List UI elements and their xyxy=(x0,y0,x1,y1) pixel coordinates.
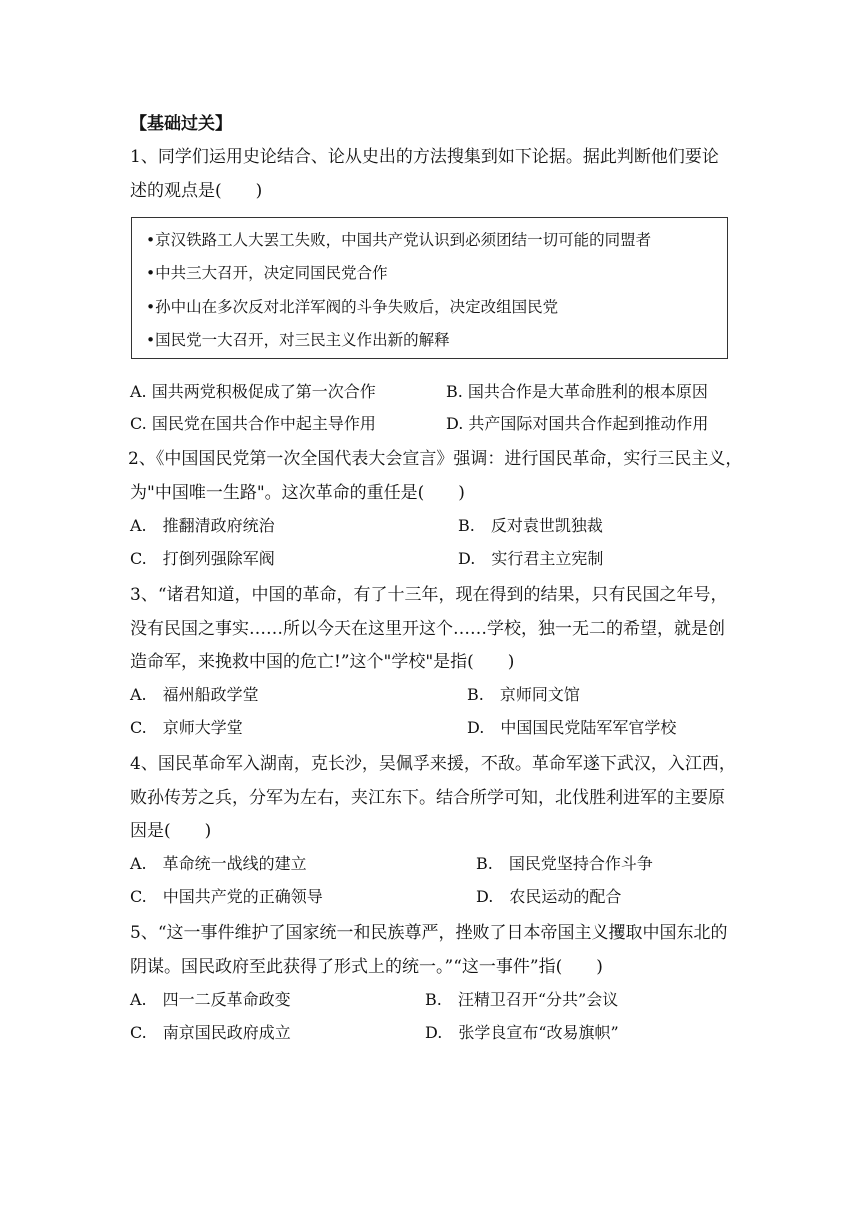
q4-option-a: A. 革命统一战线的建立 xyxy=(130,854,307,873)
evidence-box xyxy=(131,217,728,359)
section-title: 【基础过关】 xyxy=(130,114,232,134)
q4-option-b: B. 国民党坚持合作斗争 xyxy=(476,854,653,873)
q5-option-c: C. 南京国民政府成立 xyxy=(130,1023,291,1042)
q2-option-a: A. 推翻清政府统治 xyxy=(130,516,275,535)
question-2-text-line-2: 为"中国唯一生路"。这次革命的重任是( ) xyxy=(130,483,465,503)
question-4-text-line-1: 4、国民革命军入湖南，克长沙，吴佩孚来援，不敌。革命军遂下武汉，入江西， xyxy=(130,754,736,774)
q4-option-d: D. 农民运动的配合 xyxy=(476,887,622,906)
question-5-text-line-2: 阴谋。国民政府至此获得了形式上的统一。”“这一事件”指( ) xyxy=(130,957,603,977)
q3-option-a: A. 福州船政学堂 xyxy=(130,685,259,704)
q5-option-a: A. 四一二反革命政变 xyxy=(130,990,291,1009)
q3-option-c: C. 京师大学堂 xyxy=(130,718,243,737)
question-5-text-line-1: 5、“这一事件维护了国家统一和民族尊严，挫败了日本帝国主义攫取中国东北的 xyxy=(130,923,728,943)
q1-option-d: D. 共产国际对国共合作起到推动作用 xyxy=(446,414,709,433)
q2-option-d: D. 实行君主立宪制 xyxy=(458,549,604,568)
q1-option-b: B. 国共合作是大革命胜利的根本原因 xyxy=(446,382,708,401)
q3-option-d: D. 中国国民党陆军军官学校 xyxy=(467,718,677,737)
q4-option-c: C. 中国共产党的正确领导 xyxy=(130,887,323,906)
evidence-item: •国民党一大召开，对三民主义作出新的解释 xyxy=(146,331,450,349)
q5-option-d: D. 张学良宣布“改易旗帜” xyxy=(425,1023,619,1042)
question-2-text-line-1: 2、《中国国民党第一次全国代表大会宣言》强调：进行国民革命，实行三民主义， xyxy=(128,449,743,469)
q1-option-a: A. 国共两党积极促成了第一次合作 xyxy=(130,382,376,401)
q3-option-b: B. 京师同文馆 xyxy=(467,685,580,704)
question-3-text-line-3: 造命军，来挽救中国的危亡!”这个"学校"是指( ) xyxy=(130,652,515,672)
q1-option-c: C. 国民党在国共合作中起主导作用 xyxy=(130,414,376,433)
q5-option-b: B. 汪精卫召开“分共”会议 xyxy=(425,990,619,1009)
evidence-item: •中共三大召开，决定同国民党合作 xyxy=(146,264,388,282)
question-4-text-line-2: 败孙传芳之兵，分军为左右，夹江东下。结合所学可知，北伐胜利进军的主要原 xyxy=(130,788,725,808)
question-3-text-line-2: 没有民国之事实……所以今天在这里开这个……学校，独一无二的希望，就是创 xyxy=(130,619,725,639)
question-3-text-line-1: 3、“诸君知道，中国的革命，有了十三年，现在得到的结果，只有民国之年号， xyxy=(130,585,728,605)
q2-option-b: B. 反对袁世凯独裁 xyxy=(458,516,603,535)
question-1-text-line-1: 1、同学们运用史论结合、论从史出的方法搜集到如下论据。据此判断他们要论 xyxy=(130,147,719,167)
evidence-item: •孙中山在多次反对北洋军阀的斗争失败后，决定改组国民党 xyxy=(146,298,559,316)
question-1-text-line-2: 述的观点是( ) xyxy=(130,181,263,201)
question-4-text-line-3: 因是( ) xyxy=(130,821,212,841)
q2-option-c: C. 打倒列强除军阀 xyxy=(130,549,275,568)
evidence-item: •京汉铁路工人大罢工失败，中国共产党认识到必须团结一切可能的同盟者 xyxy=(146,231,652,249)
